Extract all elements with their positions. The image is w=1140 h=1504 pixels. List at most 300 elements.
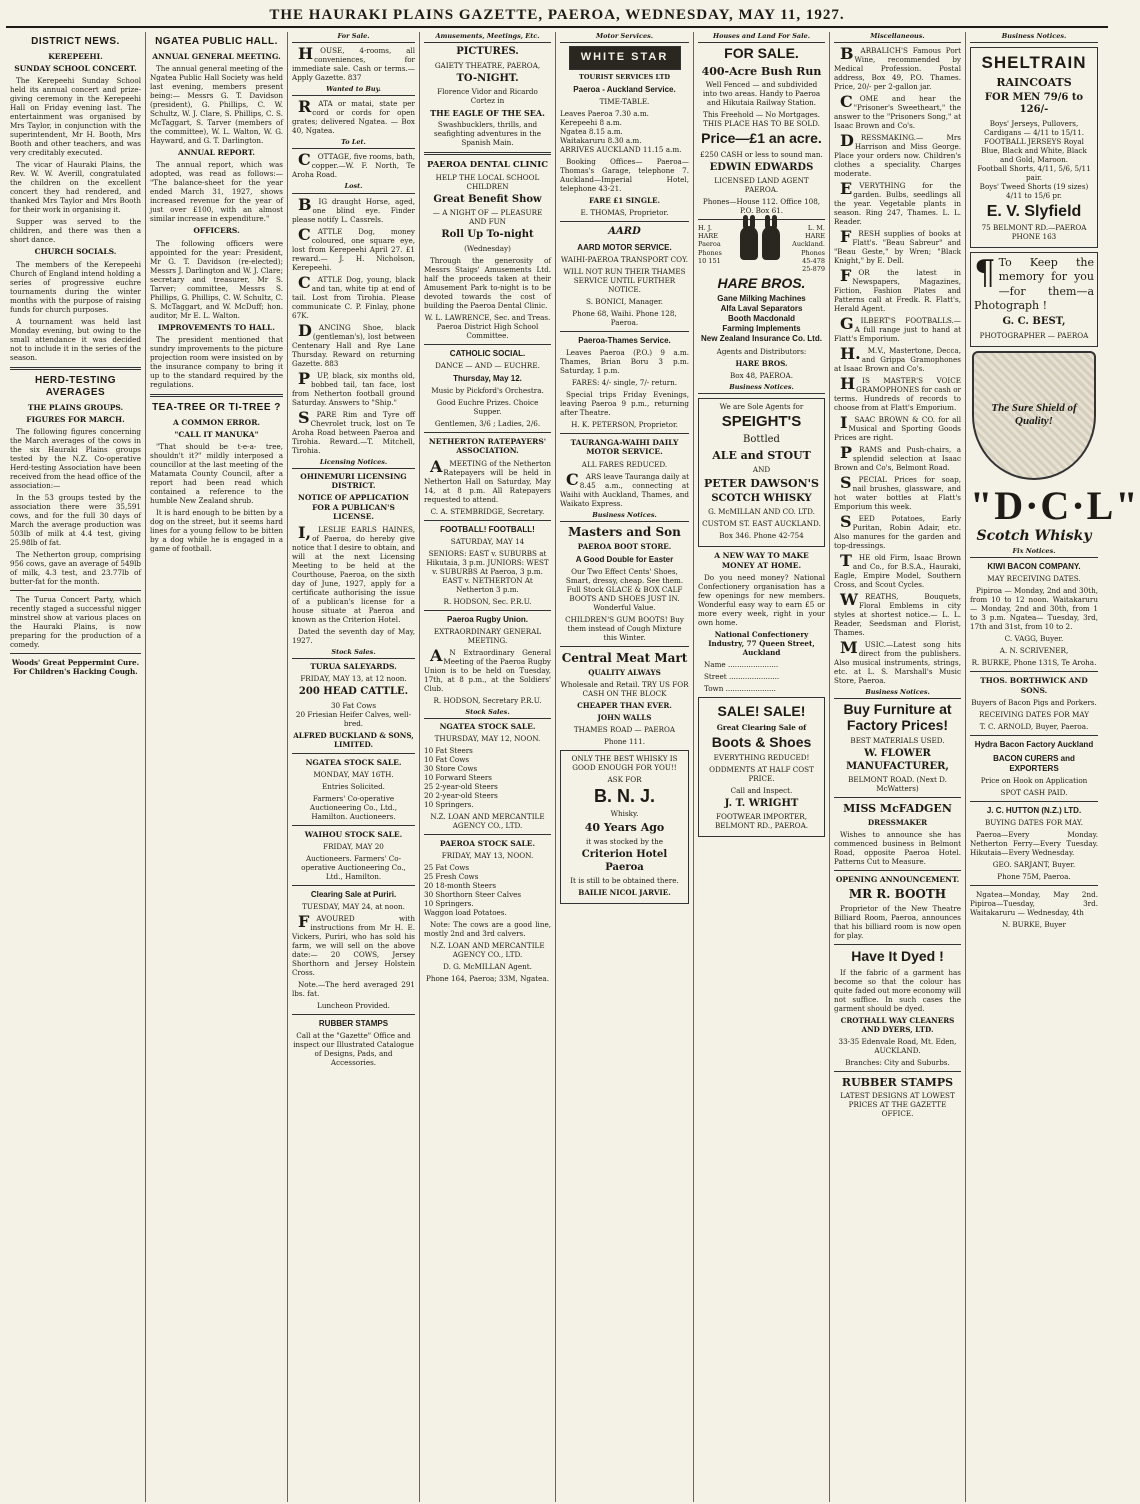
ngatea-sale-date: THURSDAY, MAY 12, NOON.	[434, 734, 541, 743]
section-to-let: To Let.	[292, 138, 415, 149]
classified-ad: COTTAGE, five rooms, bath, copper.—W. F. North, Te Aroha Road.	[292, 150, 415, 180]
divider	[292, 1014, 415, 1015]
night-of-fun: — A NIGHT OF — PLEASURE AND FUN	[432, 208, 543, 227]
box: Box 346. Phone 42-754	[719, 531, 804, 541]
bnj-only: ONLY THE BEST WHISKY IS GOOD ENOUGH FOR YOU!!	[571, 753, 678, 772]
fadgen-sub: DRESSMAKER	[867, 817, 928, 827]
article-paragraph: The Turua Concert Party, which recently staged a successful nigger minstrel show at various places on the Hauraki Plains, is now preparing for the production of a comedy.	[10, 595, 141, 650]
divider	[292, 825, 415, 826]
sub-common-error: A COMMON ERROR.	[172, 417, 261, 427]
tauranga-sub: ALL FARES REDUCED.	[581, 459, 668, 469]
aard-sig: S. BONICI, Manager.	[586, 296, 663, 306]
masters-foot: CHILDREN'S GUM BOOTS! Buy them instead of Cough Mixture this Winter.	[565, 614, 684, 642]
article-paragraph: "That should be t-e-a- tree, shouldn't it?" mildly interposed a councillor at the last meeting of the Matamata County Council, after a report had been read which contained a reference to the humble New Zealand shrub.	[150, 442, 283, 506]
benefit-body: Through the generosity of Messrs Staigs' Amusements Ltd. half the proceeds taken at their Amusement Park to-night is to be devoted towards the cost of building the Paeroa Dental Clinic.	[424, 255, 551, 310]
slyfield-addr: 75 BELMONT RD.—PAEROA PHONE 163	[981, 223, 1087, 242]
divider	[10, 367, 141, 370]
hydra: Hydra Bacon Factory Auckland	[974, 740, 1094, 750]
film-desc: Swashbucklers, thrills, and seafighting adventures in the Spanish Main.	[434, 120, 541, 148]
new-way-title: A NEW WAY TO MAKE MONEY AT HOME.	[714, 551, 809, 570]
divider	[698, 219, 825, 220]
column-classifieds	[288, 32, 420, 1502]
turua-auctioneer: ALFRED BUCKLAND & SONS, LIMITED.	[293, 730, 414, 749]
football-title: FOOTBALL! FOOTBALL!	[440, 524, 535, 534]
section-licensing: Licensing Notices.	[292, 458, 415, 469]
misc-ad: BARBALICH'S Famous Port Wine, recommended by Medical Profession. Postal address, Box 49, P.O. Thames. Price, 20/- per 2-gallon jar.	[834, 44, 961, 92]
divider	[292, 753, 415, 754]
column-amusements	[420, 32, 556, 1502]
ngatea-stock-title: NGATEA STOCK SALE.	[305, 757, 402, 767]
rubber-body: LATEST DESIGNS AT LOWEST PRICES AT THE GAZETTE OFFICE.	[840, 1091, 955, 1119]
article-paragraph: In the 53 groups tested by the association there were 35,591 cows, and for the full 30 days of March the average production was 503lb of milk at 4.4 test, giving 25.98lb of fat.	[10, 493, 141, 548]
article-paragraph: The annual general meeting of the Ngatea Public Hall Society was held last evening, members present being:— Messrs G. T. Davidson (president), G. Phillips, C. W. Schultz, W. J. Clare, S. Phillips, C. S. McTaggart, S. Tarver (members of the committee), W. L. Walton, W. G. Hayward, and G. T. Darlington.	[150, 63, 283, 145]
flower: W. FLOWER MANUFACTURER,	[846, 748, 949, 772]
dance-euchre: DANCE — AND — EUCHRE.	[435, 360, 540, 370]
thames-sig: H. K. PETERSON, Proprietor.	[571, 419, 678, 429]
paeroa-sale-note: Note: The cows are a good line, mostly 2nd and 3rd calvers.	[424, 920, 551, 939]
football-body: SENIORS: EAST v. SUBURBS at Hikutaia, 3 p.m. JUNIORS: WEST v. SUBURBS At Paeroa, 3 p.m. EAST v. NETHERTON At Netherton 3 p.m.	[426, 548, 549, 594]
divider	[424, 610, 551, 611]
ngatea-stock-date: MONDAY, MAY 16TH.	[313, 769, 394, 779]
turua-items: 30 Fat Cows 20 Friesian Heifer Calves, well-bred.	[295, 700, 412, 728]
rugby-title: Paeroa Rugby Union.	[447, 614, 528, 624]
bnj-hotel: Criterion Hotel Paeroa	[581, 849, 668, 873]
bnj-ad	[560, 750, 689, 905]
vagg: C. VAGG, Buyer.	[1004, 634, 1064, 644]
roll-up: Roll Up To-night	[441, 229, 534, 241]
sub-figures-march: FIGURES FOR MARCH.	[26, 415, 125, 424]
pilcrow-icon: ¶	[974, 253, 996, 294]
best: G. C. BEST,	[1002, 316, 1066, 328]
bush-run-body: Well Fenced — and subdivided into two areas. Handy to Paeroa and Hikutaia Railway Station.	[702, 80, 821, 108]
divider	[834, 1071, 961, 1072]
timetable: TIME-TABLE.	[599, 97, 650, 107]
football-date: SATURDAY, MAY 14	[450, 536, 525, 546]
masters-sub: PAEROA BOOT STORE.	[577, 541, 672, 551]
catholic-social: CATHOLIC SOCIAL.	[449, 348, 526, 358]
turua-title: TURUA SALEYARDS.	[310, 661, 397, 671]
thames-title: Paeroa-Thames Service.	[578, 335, 671, 345]
wright: J. T. WRIGHT	[724, 797, 799, 809]
kiwi-body: Pipiroa — Monday, 2nd and 30th, from 10 to 12 noon. Waitakaruru — Monday, 2nd and 30th, from 1 to 3 p.m. Ngatea— Tuesday, 3rd, 17th and 31st, from 10 to 2.	[970, 586, 1098, 632]
dcl-logo: "D·C·L"	[970, 482, 1140, 528]
mcmillan: G. McMILLAN AND CO. LTD.	[708, 507, 815, 517]
rugby-body: AN Extraordinary General Meeting of the Paeroa Rugby Union is to be held on Tuesday, 17th, at 8 p.m., at the Soldiers' Club.	[424, 645, 551, 693]
meat-phone: Phone 111.	[604, 736, 645, 746]
agents: We are Sole Agents for	[719, 402, 804, 412]
meat-road: THAMES ROAD — PAEROA	[573, 724, 676, 734]
misc-ad: SPECIAL Prices for soap, nail brushes, glassware, and hot water bottles at Flatt's Emporium this week.	[834, 473, 961, 512]
divider	[560, 221, 689, 222]
ngatea-stock-auct: Farmers' Co-operative Auctioneering Co., Ltd., Hamilton. Auctioneers.	[309, 793, 398, 821]
benefit-sig: W. L. LAWRENCE, Sec. and Treas. Paeroa District High School Committee.	[424, 312, 551, 340]
sheltrain-ad	[970, 47, 1098, 248]
rubber-stamps: RUBBER STAMPS	[841, 1075, 954, 1089]
masters-slogan: A Good Double for Easter	[575, 554, 674, 564]
column-business	[966, 32, 1140, 1502]
flower-addr: BELMONT ROAD. (Next D. McWatters)	[848, 775, 947, 794]
section-motor: Motor Services.	[560, 32, 689, 43]
hutton-body: Paeroa—Every Monday. Netherton Ferry—Every Tuesday. Hikutaia—Every Wednesday.	[970, 830, 1098, 858]
sub-annual-meeting: ANNUAL GENERAL MEETING.	[152, 51, 281, 61]
hare-sig: HARE BROS.	[735, 359, 788, 369]
football-sig: R. HODSON, Sec. P.R.U.	[443, 596, 532, 606]
hutton: J. C. HUTTON (N.Z.) LTD.	[986, 806, 1082, 816]
paeroa-sale-auct: N.Z. LOAN AND MERCANTILE AGENCY CO., LTD.	[430, 941, 545, 960]
name-field[interactable]: Name ......................	[704, 660, 779, 670]
and: AND	[752, 465, 771, 475]
turua-big: 200 HEAD CATTLE.	[298, 686, 409, 697]
film-cast: Florence Vidor and Ricardo Cortez in	[437, 87, 538, 106]
borthwick-dates: RECEIVING DATES FOR MAY	[979, 710, 1089, 720]
kiwi-title: KIWI BACON COMPANY.	[987, 562, 1081, 572]
section-for-sale: For Sale.	[292, 32, 415, 43]
article-paragraph: The annual report, which was adopted, was read as follows:— "The balance-sheet for the year ended March 31, 1927, shows increased revenue for the year of just over £100, with an almost similar increase in expenditure."	[150, 160, 283, 224]
sarjant-phone: Phone 75M, Paeroa.	[997, 872, 1071, 882]
misc-ad: SEED Potatoes, Early Puritan, Robin Adair, etc. Also manures for the garden and top-dressings.	[834, 512, 961, 551]
burke: R. BURKE, Phone 131S, Te Aroha.	[971, 658, 1097, 668]
article-paragraph: The following figures concerning the March averages of the cows in the six Hauraki Plains groups tested by the N.Z. Co-operative Herd-testing Association have been received from the head office of the association:—	[10, 427, 141, 491]
hare-items: Gane Milking Machines Alfa Laval Separators Booth Macdonald Farming Implements New Zealand Insurance Co. Ltd.	[701, 294, 822, 344]
shield-icon	[972, 351, 1096, 480]
divider	[560, 433, 689, 434]
national: National Confectionery Industry, 77 Queen Street, Auckland	[708, 630, 815, 658]
crothall-addr: 33-35 Edenvale Road, Mt. Eden, AUCKLAND.	[838, 1036, 957, 1055]
article-paragraph: The president mentioned that sundry improvements to the picture projection room were insisted on by the insurance company to bring it up to the standard required by the regulations.	[150, 335, 283, 389]
paeroa-sale-sig: D. G. McMILLAN Agent.	[443, 962, 532, 972]
section-wanted: Wanted to Buy.	[292, 85, 415, 96]
sarjant: GEO. SARJANT, Buyer.	[992, 860, 1076, 870]
article-paragraph: It is hard enough to be bitten by a dog on the street, but it seems hard lines for a young fellow to be bitten by a dog while he is engaged in a game of football.	[150, 508, 283, 554]
edwin-phone: Phones—House 112. Office 108, P.O. Box 61.	[702, 197, 821, 216]
admission: Gentlemen, 3/6 ; Ladies, 2/6.	[434, 418, 541, 428]
gaiety-theatre: GAIETY THEATRE, PAEROA,	[434, 60, 541, 70]
bnj-title: B. N. J.	[593, 785, 655, 806]
music: Music by Pickford's Orchestra.	[431, 385, 544, 395]
headline-ngatea-hall: NGATEA PUBLIC HALL.	[155, 36, 278, 47]
times: Leaves Paeroa 7.30 a.m. Kerepeehi 8 a.m. Ngatea 8.15 a.m. Waitakaruru 8.30 a.m. ARRIVES AUCKLAND 11.15 a.m.	[560, 109, 682, 155]
bnj-ask: ASK FOR	[607, 774, 642, 784]
divider	[150, 394, 283, 397]
column-land-sale	[694, 32, 830, 1502]
reduced: EVERYTHING REDUCED!	[713, 752, 810, 762]
clearing-body: FAVOURED with instructions from Mr H. E. Vickers, Puriri, who has sold his farm, we will sell on the above date:— 20 COWS, Jersey Shorthorn and Jersey Holstein Cross.	[292, 912, 415, 978]
waihou-date: FRIDAY, MAY 20	[323, 842, 384, 852]
film-title: THE EAGLE OF THE SEA.	[430, 108, 545, 119]
best-sub: PHOTOGRAPHER — PAEROA	[979, 330, 1089, 340]
inspect: Call and Inspect.	[730, 785, 793, 795]
furniture-title: Buy Furniture at Factory Prices!	[843, 701, 952, 733]
divider	[834, 870, 961, 871]
headline-herd-testing: HERD-TESTING AVERAGES	[35, 374, 116, 399]
masters-title: Masters and Son	[568, 524, 681, 539]
street-field[interactable]: Street ......................	[704, 672, 780, 682]
oddments: ODDMENTS AT HALF COST PRICE.	[709, 764, 814, 783]
prizes: Good Euchre Prizes. Choice Supper.	[436, 397, 539, 416]
article-paragraph: Supper was served to the children, and there was then a short dance.	[10, 217, 141, 245]
section-amusements: Amusements, Meetings, Etc.	[424, 32, 551, 43]
final-dates: Ngatea—Monday, May 2nd. Pipiroa—Tuesday, 3rd. Waitakaruru — Wednesday, 4th	[970, 890, 1098, 918]
new-way-body: Do you need money? National Confectionery organisation has a few openings for new members. Wonderful easy way to earn £5 or more every week, right in your own home.	[698, 573, 825, 628]
headline-tea-tree: TEA-TREE OR TI-TREE ?	[152, 402, 281, 413]
misc-ad: FOR the latest in Newspapers, Magazines, Fiction, Fashion Plates and Patterns call at Fredk. R. Flatt's, Herald Agent.	[834, 266, 961, 314]
article-paragraph: A tournament was held last Monday evening, but owing to the small attendance it was decided not to include it in the series of the season.	[10, 316, 141, 362]
peter-dawson: PETER DAWSON'S	[704, 477, 819, 491]
hare-box: Box 48, PAEROA.	[729, 371, 794, 381]
bnj-stock: it was stocked by the	[585, 837, 664, 847]
hare-agents: Agents and Distributors:	[716, 347, 807, 357]
licence-title: OHINEMURI LICENSING DISTRICT.	[300, 471, 407, 490]
edwin-sub: LICENSED LAND AGENT PAEROA.	[714, 176, 809, 195]
headline-district-news: DISTRICT NEWS.	[31, 36, 120, 47]
masthead: THE HAURAKI PLAINS GAZETTE, PAEROA, WEDNESDAY, MAY 11, 1927.	[6, 4, 1108, 28]
meat-sig: JOHN WALLS	[597, 712, 652, 722]
misc-ad: FRESH supplies of books at Flatt's. "Beau Sabreur" and "Beau Geste," by Wren; "Black Knight," by E. Dell.	[834, 227, 961, 266]
luncheon: Luncheon Provided.	[317, 1001, 390, 1011]
clearing-title: Clearing Sale at Puriri.	[310, 890, 397, 900]
hare-header	[698, 224, 825, 273]
bnj-years: 40 Years Ago	[584, 821, 665, 835]
bnj-still: It is still to be obtained there.	[570, 876, 679, 886]
section-business: Business Notices.	[834, 688, 961, 699]
ale-stout: ALE and STOUT	[712, 449, 811, 463]
aard-phone: Phone 68, Waihi. Phone 128, Paeroa.	[572, 308, 677, 327]
sub-sunday-concert: SUNDAY SCHOOL CONCERT.	[14, 63, 137, 73]
misc-ad: H.M.V., Mastertone, Decca, and Grippa Gramophones at Isaac Brown and Co's.	[834, 344, 961, 374]
aard-body: WILL NOT RUN THEIR THAMES SERVICE UNTIL FURTHER NOTICE.	[563, 266, 686, 294]
hare-bros: HARE BROS.	[717, 274, 806, 291]
section-lost: Lost.	[292, 182, 415, 193]
thames-fares: FARES: 4/- single, 7/- return.	[571, 377, 678, 387]
classified-ad: RATA or matai, state per cord or cords for open grates; delivered Ngatea. — Box 40, Ngatea.	[292, 97, 415, 136]
classified-ad: CATTLE Dog, money coloured, one square eye, lost from Kerepeehi April 27. £1 reward.— J. H. Nicholson, Kerepeehi.	[292, 224, 415, 272]
misc-ad: GILBERT'S FOOTBALLS.— A full range just to hand at Flatt's Emporium.	[834, 314, 961, 344]
route-title: Paeroa - Auckland Service.	[573, 85, 676, 95]
divider	[834, 797, 961, 798]
clearing-of: Great Clearing Sale of	[716, 722, 807, 732]
section-misc: Miscellaneous.	[834, 32, 961, 43]
furniture-sub: BEST MATERIALS USED.	[850, 736, 945, 746]
classified-ad: PUP, black, six months old, bobbed tail, tan face, lost from Netherton football ground Saturday. Answers to "Ship."	[292, 368, 415, 407]
netherton-body: AMEETING of the Netherton Ratepayers will be held in Netherton Hall on Saturday, May 14, at 8 p.m. All Ratepayers requested to attend.	[424, 456, 551, 504]
meat-body: Wholesale and Retail. TRY US FOR CASH ON THE BLOCK	[560, 679, 689, 698]
misc-ad: EVERYTHING for the garden. Bulbs, seedlings all the year. Vegetable plants in season. Ring 247, Thames. L. L. Reader.	[834, 179, 961, 227]
article-paragraph: The following officers were appointed for the year: President, Mr G. T. Davidson (re-elected); Messrs J. Darlington and W. J. Clare; secretary and treasurer, Mr S. Tarver; committee, Messrs S. Phillips, G. Phillips, C. W. Schultz, C. S. McTaggart, and W. McDuff; hon. auditor, Mr E. L. Walton.	[150, 238, 283, 320]
dental-clinic: PAEROA DENTAL CLINIC	[426, 160, 549, 171]
booking: Booking Offices— Paeroa—Thomas's Garage, telephone 7. Auckland—Imperial Hotel, telephone 43-21.	[560, 157, 689, 194]
section-business: Business Notices.	[560, 511, 689, 522]
misc-ad: THE old Firm, Isaac Brown and Co., for B.S.A., Hauraki, Eagle, Empire Model, Southern Cross, and Scout Cycles.	[834, 551, 961, 590]
fare-sig: E. THOMAS, Proprietor.	[580, 208, 669, 218]
tauranga-body: CARS leave Tauranga daily at 8.45 a.m., connecting at Waihi with Auckland, Thames, and Waikato Express.	[560, 469, 689, 508]
dyed-title: Have It Dyed !	[851, 948, 944, 965]
licence-date: Dated the seventh day of May, 1927.	[292, 626, 415, 645]
ngatea-sale-auct: N.Z. LOAN AND MERCANTILE AGENCY CO., LTD.	[430, 812, 545, 830]
ngatea-stock-body: Entries Solicited.	[322, 781, 385, 791]
misc-ad: HIS MASTER'S VOICE GRAMOPHONES for cash or terms. Hundreds of records to choose from at Flatt's Emporium.	[834, 374, 961, 413]
ngatea-sale-title: NGATEA STOCK SALE.	[439, 721, 536, 731]
masters-body: Our Two Effect Cents' Shoes, Smart, dressy, cheap. See them. Full Stock GLACE & BOX CALF BOOTS AND SHOES JUST IN. Wonderful Value.	[565, 566, 684, 612]
divider	[424, 432, 551, 433]
licence-sub: NOTICE OF APPLICATION FOR A PUBLICAN'S LICENSE.	[298, 493, 409, 522]
footer-ad: Woods' Great Peppermint Cure. For Children's Hacking Cough.	[11, 658, 140, 677]
rugby-sig: R. HODSON, Secretary P.R.U.	[433, 695, 542, 705]
sale-title: SALE! SALE!	[717, 703, 806, 720]
custom-st: CUSTOM ST. EAST AUCKLAND.	[702, 519, 821, 529]
booth: MR R. BOOTH	[848, 887, 947, 902]
classified-ad: SPARE Rim and Tyre off Chevrolet truck, lost on Te Aroha Road between Paeroa and Tirohia. Reward.—T. Mitchell, Tirohia.	[292, 407, 415, 455]
divider	[292, 885, 415, 886]
town-field[interactable]: Town ......................	[704, 684, 776, 694]
rugby-sub: EXTRAORDINARY GENERAL MEETING.	[433, 626, 542, 645]
rubber-stamps-body: Call at the "Gazette" Office and inspect our Illustrated Catalogue of Designs, Pads, and Accessories.	[293, 1031, 414, 1068]
divider	[970, 735, 1098, 736]
rubber-stamps-title: RUBBER STAMPS	[318, 1019, 389, 1029]
tauranga-title: TAURANGA-WAIHI DAILY MOTOR SERVICE.	[570, 437, 679, 457]
aard-logo: AARD	[608, 226, 641, 238]
branches: Branches: City and Suburbs.	[845, 1057, 950, 1067]
divider	[424, 834, 551, 835]
divider	[424, 344, 551, 345]
shield-text: The Sure Shield of Quality!	[991, 401, 1077, 428]
thames-times: Leaves Paeroa (P.O.) 9 a.m. Thames, Brian Boru 3 p.m. Saturday, 1 p.m.	[560, 347, 689, 375]
misc-ad: PRAMS and Push-chairs, a splendid selection at Isaac Brown and Co's, Belmont Road.	[834, 443, 961, 473]
meat-title: Central Meat Mart	[561, 650, 688, 665]
sub-annual-report: ANNUAL REPORT.	[178, 147, 255, 157]
bnj-foot: BAILIE NICOL JARVIE.	[578, 888, 671, 898]
hare-right: L. M. HARE Auckland. Phones 45-478 25-879	[792, 224, 825, 273]
clearing-sale-ad	[698, 697, 825, 837]
for-sale-title: FOR SALE.	[724, 45, 799, 62]
ngatea-sale-items: 10 Fat Steers 10 Fat Cows 30 Store Cows 10 Forward Steers 25 2-year-old Steers 20 2-year-old Steers 10 Springers.	[424, 746, 498, 809]
section-business: Business Notices.	[970, 32, 1098, 43]
bacon-curers: BACON CURERS and EXPORTERS	[993, 754, 1075, 774]
divider	[560, 646, 689, 647]
tonight: TO-NIGHT.	[456, 72, 519, 84]
price-hook: Price on Hook on Application	[980, 776, 1088, 786]
boots-shoes: Boots & Shoes	[711, 733, 812, 750]
booth-body: Proprietor of the New Theatre Billiard Room, Paeroa, announces that his billiard room is now open for play.	[834, 904, 961, 941]
hutton-sub: BUYING DATES FOR MAY.	[985, 818, 1083, 828]
speights-ad	[698, 398, 825, 547]
classified-ad: BIG draught Horse, aged, one blind eye. Finder please notify L. Cassrels.	[292, 194, 415, 224]
aard-route: WAIHI-PAEROA TRANSPORT COY.	[560, 254, 689, 264]
speights: SPEIGHT'S	[721, 413, 802, 431]
paeroa-sale-date: FRIDAY, MAY 13, NOON.	[441, 851, 534, 861]
rabbit-icon	[740, 226, 780, 271]
scotch-whisky: SCOTCH WHISKY	[711, 492, 812, 504]
sub-officers: OFFICERS.	[193, 226, 240, 236]
sub-church-socials: CHURCH SOCIALS.	[34, 247, 117, 257]
dyed-body: If the fabric of a garment has become so that the colour has quite faded out more economy will not suffice. In such cases the garment should be dyed.	[834, 967, 961, 1013]
section-stock-sales: Stock Sales.	[292, 648, 415, 659]
spot-cash: SPOT CASH PAID.	[1000, 788, 1068, 798]
kiwi-sub: MAY RECEIVING DATES.	[987, 574, 1081, 584]
column-motor-services	[556, 32, 694, 1502]
section-houses-land: Houses and Land For Sale.	[698, 32, 825, 43]
arnold: T. C. ARNOLD, Buyer, Paeroa.	[979, 722, 1089, 732]
netherton-sig: C. A. STEMBRIDGE, Secretary.	[430, 506, 545, 516]
benefit-show: Great Benefit Show	[433, 193, 542, 205]
turua-date: FRIDAY, MAY 13, at 12 noon.	[300, 674, 407, 683]
misc-ad: DRESSMAKING.— Mrs Harrison and Miss George. Place your orders now. Children's clothes a speciality. Charges moderate.	[834, 131, 961, 179]
wright-sub: FOOTWEAR IMPORTER, BELMONT RD., PAEROA.	[714, 812, 809, 831]
paeroa-sale-items: 25 Fat Cows 25 Fresh Cows 20 18-month Steers 30 Shorthorn Steer Calves 10 Springers. Waggon load Potatoes.	[424, 863, 522, 918]
sheltrain-items: Boys' Jerseys, Pullovers, Cardigans — 4/11 to 15/11. FOOTBALL JERSEYS Royal Blue, Black and White, Black and Gold, Maroon. Football Shorts, 4/11, 5/6, 5/11 pair. Boys' Tweed Shorts (19 sizes) 4/11 to 15/6 pr.	[977, 118, 1091, 200]
section-business: Business Notices.	[698, 383, 825, 394]
for-men: FOR MEN 79/6 to 126/-	[984, 91, 1084, 116]
divider	[424, 152, 551, 155]
misc-ad: ISAAC BROWN & CO. for all Musical and Sporting Goods Prices are right.	[834, 413, 961, 443]
fadgen-body: Wishes to announce she has commenced business in Belmont Road, opposite Paeroa Hotel. Patterns Cut to Measure.	[834, 829, 961, 866]
white-star-sub: TOURIST SERVICES LTD	[579, 73, 670, 82]
sub-kerepeehi: KEREPEEHI.	[48, 51, 103, 61]
waihou-auct: Auctioneers. Farmers' Co-operative Auctioneering Co., Ltd., Hamilton.	[301, 854, 406, 882]
freehold: This Freehold — No Mortgages. THIS PLACE HAS TO BE SOLD.	[703, 110, 820, 129]
sub-call-it-manuka: "CALL IT MANUKA"	[174, 429, 259, 439]
keep-memory: To Keep the memory for you—for them—a Photograph !	[974, 256, 1094, 313]
divider	[834, 944, 961, 945]
column-miscellaneous	[830, 32, 966, 1502]
column-ngatea-hall	[146, 32, 288, 1502]
pictures-title: PICTURES.	[456, 46, 519, 58]
classified-ad: HOUSE, 4-rooms, all conveniences, for immediate sale. Cash or terms.—Apply Gazette. 837	[292, 44, 415, 83]
misc-ad: MUSIC.—Latest song hits direct from the publishers. Also musical instruments, strings, etc. at L. S. Marshall's Music Store, Paeroa.	[834, 638, 961, 686]
white-star-logo: WHITE STAR	[569, 46, 681, 70]
borthwick: THOS. BORTHWICK AND SONS.	[980, 676, 1088, 695]
meat-sub: QUALITY ALWAYS	[588, 667, 661, 677]
borthwick-sub: Buyers of Bacon Pigs and Porkers.	[971, 698, 1097, 708]
divider	[424, 520, 551, 521]
section-fix: Fix Notices.	[970, 547, 1098, 558]
raincoats: RAINCOATS	[996, 75, 1072, 89]
slyfield: E. V. Slyfield	[986, 202, 1082, 220]
meat-cheap: CHEAPER THAN EVER.	[577, 700, 672, 710]
dcl-sub: Scotch Whisky	[976, 527, 1092, 544]
netherton-title: NETHERTON RATEPAYERS' ASSOCIATION.	[428, 436, 547, 456]
clearing-date: TUESDAY, MAY 24, at noon.	[302, 902, 405, 912]
photo-ad	[970, 252, 1098, 347]
bottled: Bottled	[743, 433, 780, 445]
divider	[560, 331, 689, 332]
aard-title: AARD MOTOR SERVICE.	[577, 242, 672, 252]
final-sig: N. BURKE, Buyer	[1002, 920, 1066, 930]
sub-improvements: IMPROVEMENTS TO HALL.	[158, 322, 275, 332]
classified-ad: CATTLE Dog, young, black and tan, white tip at end of tail. Lost from Tirohia. Please communicate C. P. Finlay, phone 67K.	[292, 272, 415, 320]
waihou-title: WAIHOU STOCK SALE.	[304, 829, 403, 839]
opening-title: OPENING ANNOUNCEMENT.	[835, 874, 960, 884]
scrivener: A. N. SCRIVENER,	[999, 646, 1069, 656]
edwin-edwards: EDWIN EDWARDS	[709, 161, 814, 173]
article-paragraph: The Kerepeehi Sunday School held its annual concert and prize-giving ceremony in the Kerepeehi Hall on Friday evening last. The entertainment was organised by Mrs Taylor, in conjunction with the superintendent, Mr H. Booth, Mrs Booth and other teachers, and was very creditably executed.	[10, 76, 141, 158]
divider	[970, 885, 1098, 886]
paeroa-sale-phone: Phone 164, Paeroa; 33M, Ngatea.	[425, 974, 549, 984]
column-district-news	[6, 32, 146, 1502]
hare-left: H. J. HARE Paeroa Phones 10 151	[698, 224, 722, 265]
classified-ad: DANCING Shoe, black (gentleman's), lost between Centenary Hall and Rye Lane Thursday. Reward on returning Gazette. 883	[292, 320, 415, 368]
fadgen: MISS McFADGEN	[843, 802, 952, 816]
misc-ad: WREATHS, Bouquets, Floral Emblems in city styles at shortest notice.— L. L. Reader, Seedsman and Florist, Thames.	[834, 590, 961, 638]
misc-ad: COME and hear the "Prisoner's Sweetheart," the answer to the "Prisoners Song," at Isaac Brown and Co's.	[834, 92, 961, 131]
divider	[10, 653, 141, 654]
thursday-date: Thursday, May 12.	[453, 373, 522, 383]
price: Price—£1 an acre.	[701, 130, 822, 147]
crothall: CROTHALL WAY CLEANERS AND DYERS, LTD.	[840, 1015, 955, 1034]
divider	[10, 590, 141, 591]
sheltrain: SHELTRAIN	[981, 53, 1087, 73]
cash: £250 CASH or less to sound man.	[700, 149, 823, 159]
bush-run: 400-Acre Bush Run	[701, 64, 822, 78]
